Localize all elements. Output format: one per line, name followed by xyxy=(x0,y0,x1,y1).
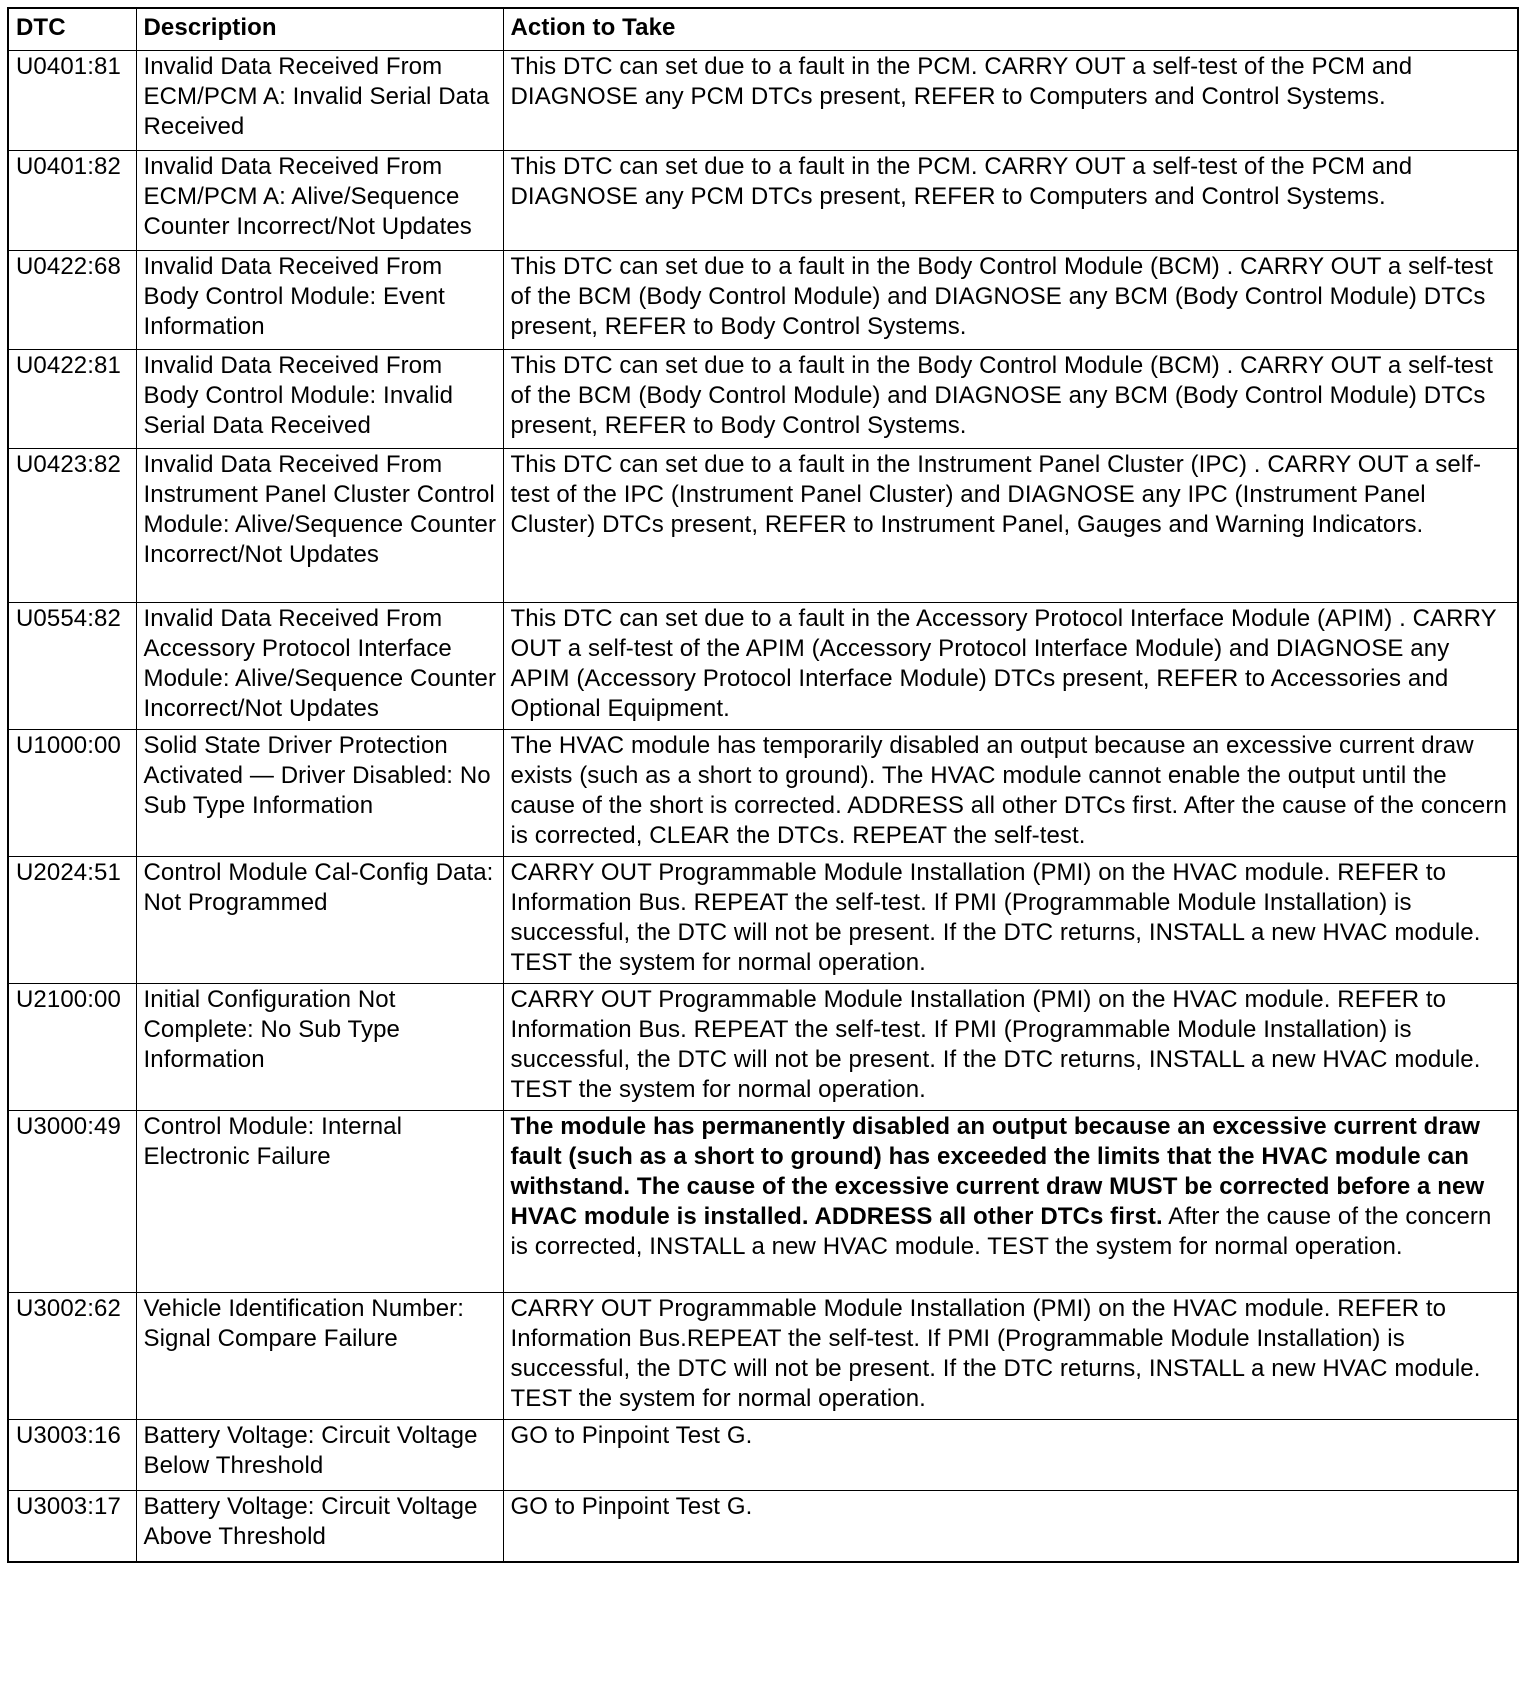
dtc-action xyxy=(503,1420,1518,1491)
dtc-description: Vehicle Identification Number: Signal Compare Failure xyxy=(136,1293,503,1420)
dtc-description: Control Module: Internal Electronic Failure xyxy=(136,1111,503,1293)
dtc-action xyxy=(503,251,1518,350)
dtc-code: U3002:62 xyxy=(8,1293,136,1420)
table-row xyxy=(8,350,1518,449)
header-description: Description xyxy=(136,8,503,51)
dtc-code: U2024:51 xyxy=(8,857,136,984)
dtc-description: Invalid Data Received From Instrument Panel Cluster Control Module: Alive/Sequence Counter Incorrect/Not Updates xyxy=(136,449,503,603)
dtc-action xyxy=(503,730,1518,857)
dtc-action xyxy=(503,603,1518,730)
dtc-description: Battery Voltage: Circuit Voltage Above Threshold xyxy=(136,1491,503,1562)
table-row xyxy=(8,449,1518,603)
dtc-action xyxy=(503,449,1518,603)
dtc-description: Solid State Driver Protection Activated — Driver Disabled: No Sub Type Information xyxy=(136,730,503,857)
table-row xyxy=(8,51,1518,151)
header-action: Action to Take xyxy=(503,8,1518,51)
dtc-action xyxy=(503,51,1518,151)
dtc-code: U0422:81 xyxy=(8,350,136,449)
dtc-description: Invalid Data Received From Body Control Module: Event Information xyxy=(136,251,503,350)
dtc-code: U0554:82 xyxy=(8,603,136,730)
dtc-action-text: This DTC can set due to a fault in the PCM. CARRY OUT a self-test of the PCM and DIAGNOSE any PCM DTCs present, REFER to Computers and Control Systems. xyxy=(510,53,1413,110)
dtc-code: U3003:17 xyxy=(8,1491,136,1562)
dtc-action-text: This DTC can set due to a fault in the PCM. CARRY OUT a self-test of the PCM and DIAGNOSE any PCM DTCs present, REFER to Computers and Control Systems. xyxy=(510,153,1413,210)
table-body xyxy=(8,51,1518,1562)
dtc-action-text: After the cause of the concern is corrected, INSTALL a new HVAC module. TEST the system for normal operation. xyxy=(510,1203,1492,1260)
dtc-table xyxy=(7,7,1519,1563)
dtc-code: U3003:16 xyxy=(8,1420,136,1491)
table-row xyxy=(8,151,1518,251)
table-row xyxy=(8,251,1518,350)
dtc-code: U0423:82 xyxy=(8,449,136,603)
dtc-code: U0422:68 xyxy=(8,251,136,350)
dtc-action-emphasis: The module has permanently disabled an output because an excessive current draw fault (such as a short to ground) has exceeded the limits that the HVAC module can withstand. The cause of the excessive current draw MUST be corrected before a new HVAC module is installed. ADDRESS all other DTCs first. xyxy=(510,1113,1485,1230)
dtc-action-text: The HVAC module has temporarily disabled an output because an excessive current draw exists (such as a short to ground). The HVAC module cannot enable the output until the cause of the short is corrected. ADDRESS all other DTCs first. After the cause of the concern is corrected, CLEAR the DTCs. REPEAT the self-test. xyxy=(510,732,1507,849)
dtc-code: U0401:82 xyxy=(8,151,136,251)
table-header-row xyxy=(8,8,1518,51)
dtc-code: U0401:81 xyxy=(8,51,136,151)
table-row xyxy=(8,730,1518,857)
table-row xyxy=(8,1491,1518,1562)
dtc-action-text: GO to Pinpoint Test G. xyxy=(510,1493,753,1520)
dtc-action xyxy=(503,1111,1518,1293)
dtc-document xyxy=(7,7,1517,1563)
dtc-description: Initial Configuration Not Complete: No Sub Type Information xyxy=(136,984,503,1111)
dtc-action-text: CARRY OUT Programmable Module Installation (PMI) on the HVAC module. REFER to Information Bus. REPEAT the self-test. If PMI (Programmable Module Installation) is successful, the DTC will not be present. If the DTC returns, INSTALL a new HVAC module. TEST the system for normal operation. xyxy=(510,986,1481,1103)
dtc-action xyxy=(503,984,1518,1111)
dtc-action-text: This DTC can set due to a fault in the Instrument Panel Cluster (IPC) . CARRY OUT a self-test of the IPC (Instrument Panel Cluster) and DIAGNOSE any IPC (Instrument Panel Cluster) DTCs present, REFER to Instrument Panel, Gauges and Warning Indicators. xyxy=(510,451,1482,538)
dtc-action-text: This DTC can set due to a fault in the Body Control Module (BCM) . CARRY OUT a self-test of the BCM (Body Control Module) and DIAGNOSE any BCM (Body Control Module) DTCs present, REFER to Body Control Systems. xyxy=(510,253,1494,340)
table-row xyxy=(8,984,1518,1111)
dtc-description: Battery Voltage: Circuit Voltage Below Threshold xyxy=(136,1420,503,1491)
dtc-action xyxy=(503,1293,1518,1420)
dtc-action-text: CARRY OUT Programmable Module Installation (PMI) on the HVAC module. REFER to Information Bus.REPEAT the self-test. If PMI (Programmable Module Installation) is successful, the DTC will not be present. If the DTC returns, INSTALL a new HVAC module. TEST the system for normal operation. xyxy=(510,1295,1481,1412)
table-row xyxy=(8,603,1518,730)
dtc-description: Control Module Cal-Config Data: Not Programmed xyxy=(136,857,503,984)
dtc-code: U2100:00 xyxy=(8,984,136,1111)
dtc-description: Invalid Data Received From Accessory Protocol Interface Module: Alive/Sequence Counter Incorrect/Not Updates xyxy=(136,603,503,730)
table-row xyxy=(8,1293,1518,1420)
table-row xyxy=(8,857,1518,984)
dtc-action xyxy=(503,350,1518,449)
dtc-action-text: CARRY OUT Programmable Module Installation (PMI) on the HVAC module. REFER to Information Bus. REPEAT the self-test. If PMI (Programmable Module Installation) is successful, the DTC will not be present. If the DTC returns, INSTALL a new HVAC module. TEST the system for normal operation. xyxy=(510,859,1481,976)
dtc-code: U3000:49 xyxy=(8,1111,136,1293)
dtc-action-text: This DTC can set due to a fault in the Accessory Protocol Interface Module (APIM) . CARRY OUT a self-test of the APIM (Accessory Protocol Interface Module) and DIAGNOSE any APIM (Accessory Protocol Interface Module) DTCs present, REFER to Accessories and Optional Equipment. xyxy=(510,605,1497,722)
dtc-description: Invalid Data Received From ECM/PCM A: Invalid Serial Data Received xyxy=(136,51,503,151)
dtc-description: Invalid Data Received From ECM/PCM A: Alive/Sequence Counter Incorrect/Not Updates xyxy=(136,151,503,251)
dtc-code: U1000:00 xyxy=(8,730,136,857)
table-row xyxy=(8,1111,1518,1293)
header-dtc: DTC xyxy=(8,8,136,51)
dtc-action-text: This DTC can set due to a fault in the Body Control Module (BCM) . CARRY OUT a self-test of the BCM (Body Control Module) and DIAGNOSE any BCM (Body Control Module) DTCs present, REFER to Body Control Systems. xyxy=(510,352,1494,439)
dtc-action xyxy=(503,151,1518,251)
dtc-action xyxy=(503,857,1518,984)
table-row xyxy=(8,1420,1518,1491)
dtc-action xyxy=(503,1491,1518,1562)
dtc-description: Invalid Data Received From Body Control Module: Invalid Serial Data Received xyxy=(136,350,503,449)
dtc-action-text: GO to Pinpoint Test G. xyxy=(510,1422,753,1449)
